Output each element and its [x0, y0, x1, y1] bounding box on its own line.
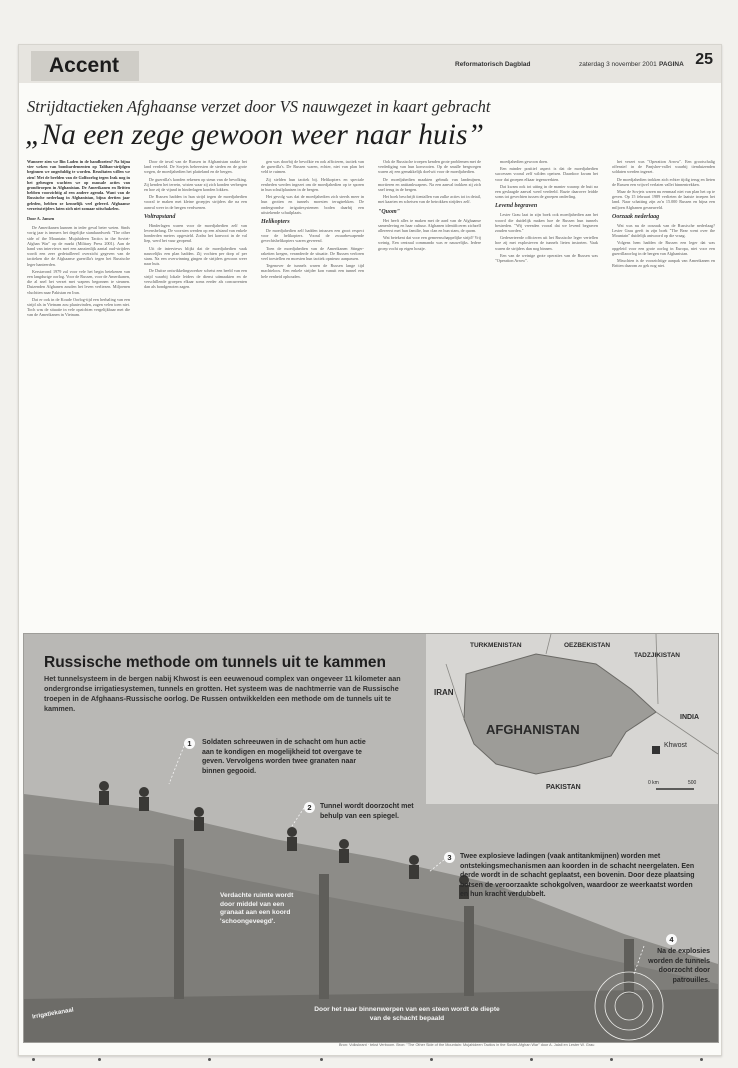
section-label: Accent	[31, 51, 139, 81]
map-label: AFGHANISTAN	[486, 722, 580, 737]
map-label: INDIA	[680, 714, 700, 721]
map-label: TURKMENISTAN	[470, 642, 522, 649]
subheading: Helikopters	[261, 219, 290, 226]
registration-dot	[32, 1058, 35, 1061]
step-number: 1	[184, 738, 195, 749]
scale-max: 500	[688, 780, 697, 786]
paragraph: Dat er ook in de Koude Oorlog-tijd een herhaling van een strijd als in Vietnam zou plaatsvinden, zagen velen toen niet. Toch was de situatie in vele opzichten vergelijkbaar met die van de Amerikanen in Vietnam.	[27, 296, 130, 318]
registration-dot	[320, 1058, 323, 1061]
article-column-1	[27, 159, 130, 617]
paragraph: Een van de weinige grote operaties van de Russen was "Operation Arrow".	[495, 252, 598, 264]
paragraph: moedjahedien gewoon doen.	[500, 159, 549, 164]
registration-dot	[98, 1058, 101, 1061]
paragraph: Uit de interviews blijkt dat de moedjahedien vaak nauwelijks een plan hadden. Zij vochten per dorp of per stam. Na een overwinning gingen de strijders gewoon weer naar huis.	[144, 245, 247, 267]
paragraph: De Amerikanen kunnen in ieder geval beter weten. Sinds vorig jaar is immers het degelijke standaardwerk "The other side of the Mountain: Mujahideen Tactics in the Soviet-Afghan War" op de markt (Military Press 2001). Aan de hand van interviews met een aanzienlijk aantal oud-strijders wordt een zeer gedetailleerd overzicht gegeven van de tactieken die de Afghaanse guerrilla's tegen het Russische leger hanteerden.	[27, 225, 130, 267]
step-number: 2	[304, 802, 315, 813]
scale-min: 0 km	[648, 780, 659, 786]
step-number: 3	[444, 852, 455, 863]
border-line	[656, 634, 658, 704]
paragraph: De moedjahedien trokken zich echter tijdig terug en lieten de Russen een vrijwel verlaten vallei binnentrekken.	[612, 176, 715, 187]
paragraph: De moedjahedien maakten gebruik van landmijnen, mortieren en antitankwapens. Na een aanval trokken zij zich snel terug in de bergen.	[378, 176, 481, 193]
paragraph: Hinderlagen waren voor de moedjahedien zelf van levensbelang. De voorsten werden op een afstand van enkele honderden meters opgesteld. Zodra het konvooi in de val liep, werd het vuur geopend.	[144, 222, 247, 244]
location-map	[426, 634, 718, 804]
byline: Door A. Jansen	[27, 216, 55, 222]
image-credit: Bron: Volkskrant · tekst Verboom. Bron: "The Other Side of the Mountain: Mujahideen Tactics in the Soviet-Afghan War" door A. Jalali en Lester W. Grau	[339, 1043, 595, 1047]
infographic-intro: Het tunnelsysteem in de bergen nabij Khwost is een eeuwenoud complex van ongeveer 11 kilometer aan ondergrondse irrigatiesystemen, tunnels en grotten. Het systeem was de nachtmerrie van de Russische troepen in de Afghaans-Russische oorlog. De Russen ontwikkelden een methode om de tunnels uit te kammen.	[44, 674, 401, 713]
article-column-3	[261, 159, 364, 617]
map-label: OEZBEKISTAN	[564, 642, 611, 649]
paragraph: Volgens hem hadden de Russen een leger dat was opgeleid voor een grote oorlog in Europa, niet voor een guerrillaoorlog in de bergen van Afghanistan.	[612, 240, 715, 256]
paragraph: Het gevolg was dat de moedjahedien zich steeds meer in hun grotten en tunnels moesten terugtrekken. De ondergrondse irrigatiesystemen boden daarbij een uitstekende schuilplaats.	[261, 194, 364, 215]
paragraph: Tegenover de tunnels waren de Russen lange tijd machteloos. Een enkele strijder kon vanuit een tunnel een hele eenheid ophouden.	[261, 263, 364, 279]
paragraph: het verzet was "Operation Arrow". Een grootschalig offensief in de Panjsher-vallei waarbij tienduizenden soldaten werden ingezet.	[612, 159, 715, 175]
paragraph: Ook de Russische troepen kenden grote problemen met de verdediging van hun konvooien. Op de smalle bergwegen waren zij een gemakkelijk doelwit voor de moedjahedien.	[378, 159, 481, 175]
paragraph: Gedeserteerde officieren uit het Russische leger vertellen hoe zij met explosieven de tunnels lieten instorten. Vaak waren de strijders dan nog binnen.	[495, 235, 598, 251]
step-text: Tunnel wordt doorzocht met behulp van een spiegel.	[320, 803, 414, 820]
khwost-marker	[652, 746, 660, 754]
paragraph: Het boek beschrijft tientallen van zulke acties tot in detail, met kaarten en schetsen van de betrokken strijders zelf.	[378, 194, 481, 205]
map-shapes	[426, 634, 718, 804]
infographic-title: Russische methode om tunnels uit te kammen	[44, 654, 386, 671]
paragraph: Dat kwam ook tot uiting in de manier waarop de buit na een geslaagde aanval werd verdeeld. Ruzie daarover leidde soms tot gevechten tussen de groepen onderling.	[495, 183, 598, 200]
border-line	[546, 634, 551, 654]
step-text: Soldaten schreeuwen in de schacht om hun actie aan te kondigen en mogelijkheid tot overgave te geven. Vervolgens worden twee granaten naar binnen gegooid.	[202, 739, 366, 775]
callout-stone-depth: Door het naar binnenwerpen van een steen wordt de diepte van de schacht bepaald	[314, 1006, 500, 1022]
newspaper-page	[18, 44, 722, 1056]
paragraph: Lester Grau laat in zijn boek ook moedjahedien aan het woord die duidelijk maken hoe de Russen hun tunnels bestreden. "Wij vreesden vooral dat we levend begraven zouden worden."	[495, 212, 598, 234]
paragraph: Wat was nu de oorzaak van de Russische nederlaag? Lester Grau geeft in zijn boek "The Bear went over the Mountain" duidelijk antwoord op die vraag.	[612, 222, 715, 239]
paragraph: Een minder positief aspect is dat de moedjahedien successen vooral zelf wilden opeisen. Daardoor kwam het voor dat groepen elkaar tegenwerkten.	[495, 166, 598, 182]
paragraph: Zij stelden hun tactiek bij. Helikopters en speciale eenheden werden ingezet om de moedjahedien op te sporen in hun schuilplaatsen in de bergen.	[261, 176, 364, 193]
article-column-2	[144, 159, 247, 617]
paragraph: Kerstavond 1979 zal voor vele het begin betekenen van een langdurige oorlog. Voor de Russen, voor de Amerikanen, die al snel het verzet met wapens begonnen te steunen. Duizenden Afghanen zouden het leven verliezen. Miljoenen vluchtten naar Pakistan en Iran.	[27, 268, 130, 295]
paragraph: Wat betekent dat voor een gemeenschappelijke strijd? Vrij weinig. Een centraal commando was er nauwelijks. Iedere groep vocht op eigen houtje.	[378, 235, 481, 251]
paragraph: Toen de moedjahedien van de Amerikanen Stinger-raketten kregen, veranderde de situatie. De Russen verloren veel toestellen en moesten hun tactiek opnieuw aanpassen.	[261, 245, 364, 262]
canal-label: Irrigatiekanaal	[31, 1006, 75, 1021]
paragraph: De guerrilla's konden rekenen op steun van de bevolking. Zij kenden het terrein, wisten waar zij zich konden verbergen en hoe zij de vijand in hinderlagen konden lokken.	[144, 176, 247, 193]
map-label: PAKISTAN	[546, 784, 581, 791]
paragraph: Het heeft alles te maken met de aard van de Afghaanse samenleving en haar cultuur. Afghanen identificeren zichzelf allereerst met hun familie, hun clan en hun stam, de quom.	[378, 217, 481, 234]
page-word: PAGINA	[659, 61, 684, 68]
registration-dot	[430, 1058, 433, 1061]
map-label: TADZJIKISTAN	[634, 652, 680, 659]
page-number: 25	[695, 51, 713, 68]
map-label: IRAN	[434, 688, 454, 697]
step-text: Na de explosies worden de tunnels doorzocht door patrouilles.	[648, 948, 710, 984]
step-number: 4	[666, 934, 677, 945]
callout-suspect-room: Verdachte ruimte wordt door middel van een granaat aan een koord 'schoongeveegd'.	[220, 892, 294, 925]
paragraph: gen was doorbij de bevolkte en ook afficieren, tactiek van de guerrilla's. De Russen waren, echter, niet van plan het veld te ruimen.	[261, 159, 364, 175]
paragraph: De moedjahedien zelf hadden intussen een groot respect voor de helikopters. Vooral de zwaarbewapende gevechtshelikopters waren gevreesd.	[261, 228, 364, 244]
subheading: Oorzaak nederlaag	[612, 213, 660, 220]
registration-dot	[700, 1058, 703, 1061]
paragraph: De Russen hadden in hun strijd tegen de moedjahedien vooral te maken met kleine groepjes strijders die na een aanval weer in de bergen verdwenen.	[144, 194, 247, 210]
registration-dot	[208, 1058, 211, 1061]
afghanistan-shape	[464, 654, 656, 774]
tunnel-infographic	[23, 633, 719, 1043]
subheading: Voltrapstand	[144, 213, 176, 220]
shaft	[624, 939, 634, 994]
article-intro: Wanneer zien we Bin Laden in de handboeien? Na bijna vier weken van bombardementen op Taliban-strijdgen beginnen we ongeduldig te worden. Resultaten willen we zien! Met de beelden van de Golfoorlog tegen Irak nog in het geheugen wachten we op massale acties van grondtroepen in Afghanistan. De Amerikanen en Britten hebben voorzichtig al een andere agenda. Want van de Russische nederlaag in Afghanistan, bijna dertien jaar geleden, hebben ze kennelijk veel geleerd. Afghaanse verzetsstrijders laten zich niet zomaar uitschakelen.	[27, 159, 130, 211]
article-body	[27, 159, 715, 617]
kicker: Strijdtactieken Afghaanse verzet door VS nauwgezet in kaart gebracht	[27, 97, 491, 116]
subheading: "Quom"	[378, 208, 400, 215]
paragraph: Maar de Sovjets waren nu eenmaal niet van plan het op te geven. Op 15 februari 1989 verlieten de laatste troepen het land. Naar schatting zijn zo'n 15.000 Russen en bijna een miljoen Afghanen gesneuveld.	[612, 189, 715, 210]
shaft	[464, 906, 474, 996]
subheading: Levend begraven	[495, 203, 538, 210]
paragraph: Misschien is de voorzichtige aanpak van Amerikanen en Britten daarom zo gek nog niet.	[612, 258, 715, 269]
registration-dot	[610, 1058, 613, 1061]
headline: „Na een zege gewoon weer naar huis”	[25, 119, 484, 151]
article-column-4	[378, 159, 481, 617]
paragraph: De Duitse ontwikkelingswerker schetst een beeld van een strijd waarbij lokale leiders de dienst uitmaakten en de verschillende groepen elkaar soms eerder als concurrenten dan als bondgenoten zagen.	[144, 268, 247, 290]
issue-date: zaterdag 3 november 2001	[579, 61, 657, 68]
shaft	[174, 839, 184, 999]
article-column-6	[612, 159, 715, 617]
paper-name: Reformatorisch Dagblad	[455, 61, 531, 68]
step-text: Twee explosieve ladingen (vaak antitankmijnen) worden met ontstekingsmechanismen aan koorden in de schacht neergelaten. Een derde wordt in de schacht geplaatst, een bovenin. Door deze plaatsing botsen de veroorzaakte schokgolven, waardoor ze weerkaatst worden en hun kracht verdubbelt.	[460, 853, 695, 898]
article-column-5	[495, 159, 598, 617]
shaft	[319, 874, 329, 999]
paragraph: Door de inval van de Russen in Afghanistan raakte het land verdeeld. De Sovjets beheersten de steden en de grote wegen, de moedjahedien het platteland en de bergen.	[144, 159, 247, 175]
map-label: Khwost	[664, 742, 687, 749]
registration-dot	[530, 1058, 533, 1061]
